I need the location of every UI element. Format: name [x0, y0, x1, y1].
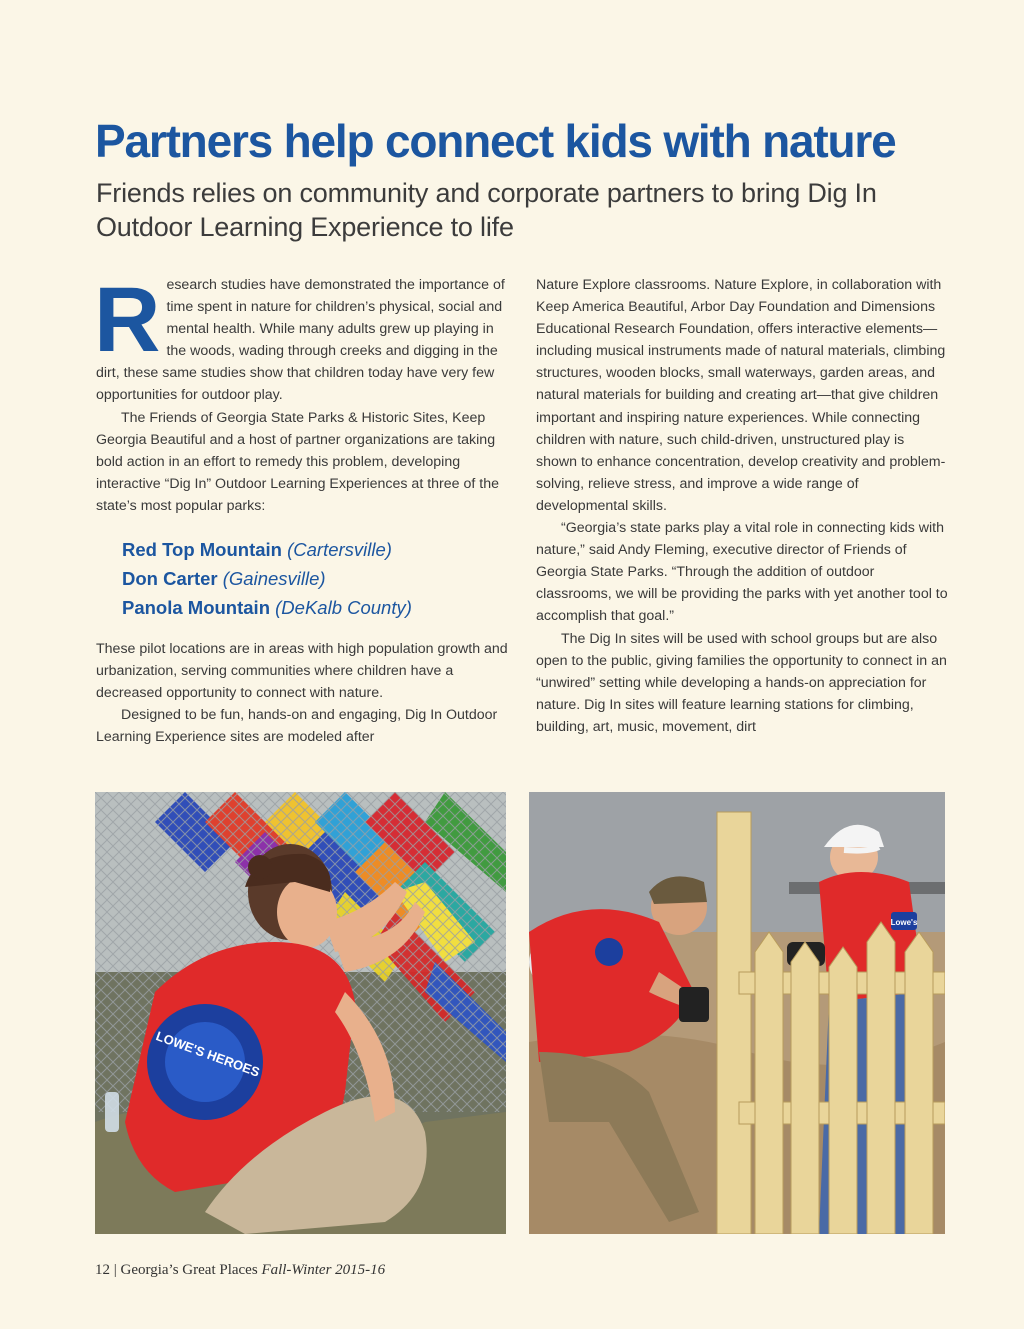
paragraph-4: Designed to be fun, hands-on and engaging, Dig In Outdoor Learning Experience sites are modeled after [96, 707, 498, 746]
article-title: Partners help connect kids with nature [95, 115, 896, 167]
park-location: (Cartersville) [287, 539, 392, 561]
park-list [122, 535, 508, 622]
paragraph-5: Nature Explore classrooms. Nature Explore, in collaboration with Keep America Beautiful, Arbor Day Foundation and Dimensions Educational Research Foundation, offers interactive elements—including musical instruments made of natural materials, climbing structures, wooden blocks, small waterways, garden areas, and natural materials for building and creating art—that give children important and inspiring nature experiences. While connecting children with nature, such child-driven, unstructured play is shown to enhance concentration, develop creativity and problem-solving, relieve stress, and improve a wide range of developmental skills. [536, 277, 946, 514]
shirt-logo-text: Lowe's [890, 918, 918, 927]
right-text-column [536, 274, 948, 738]
footer-issue: Fall-Winter 2015-16 [261, 1262, 386, 1278]
paragraph-7: The Dig In sites will be used with school groups but are also open to the public, giving families the opportunity to connect in an “unwired” setting while developing a hands-on appreciation for nature. Dig In sites will feature learning stations for climbing, building, art, music, movement, dirt [536, 630, 947, 735]
paragraph-2: The Friends of Georgia State Parks & Historic Sites, Keep Georgia Beautiful and a host of partner organizations are taking bold action in an effort to remedy this problem, developing interactive “Dig In” Outdoor Learning Experiences at three of the state’s most popular parks: [96, 409, 499, 514]
paragraph-1 [94, 269, 508, 407]
park-name: Red Top Mountain [122, 539, 282, 561]
left-text-column [94, 269, 508, 749]
park-name: Panola Mountain [122, 597, 270, 619]
paragraph-1-text: esearch studies have demonstrated the importance of time spent in nature for children’s physical, social and mental health. While many adults grew up playing in the woods, wading through creeks and digging in the dirt, these same studies show that children today have very few opportunities for outdoor play. [96, 277, 505, 404]
paragraph-6: “Georgia’s state parks play a vital role in connecting kids with nature,” said Andy Fleming, executive director of Friends of Georgia State Parks. “Through the addition of outdoor classrooms, we will be providing the parks with yet another tool to accomplish that goal.” [536, 520, 948, 625]
fence-weaving-illustration [95, 792, 506, 1234]
park-item [122, 564, 508, 593]
park-item [122, 593, 508, 622]
drop-cap: R [94, 269, 161, 371]
park-location: (Gainesville) [222, 568, 326, 590]
picket-fence-illustration [529, 792, 945, 1234]
photo-picket-fence [529, 792, 945, 1234]
park-item [122, 535, 508, 564]
shirt-logo-text: LOWE'S HEROES [153, 1028, 262, 1080]
article-subtitle: Friends relies on community and corporate partners to bring Dig In Outdoor Learning Experience to life [96, 178, 877, 242]
park-location: (DeKalb County) [275, 597, 412, 619]
park-name: Don Carter [122, 568, 218, 590]
footer-page-label: 12 | Georgia’s Great Places [95, 1262, 258, 1278]
photo-fence-weaving [95, 792, 506, 1234]
paragraph-3: These pilot locations are in areas with high population growth and urbanization, serving communities where children have a decreased opportunity to connect with nature. [96, 641, 508, 702]
page-footer [95, 1262, 385, 1279]
